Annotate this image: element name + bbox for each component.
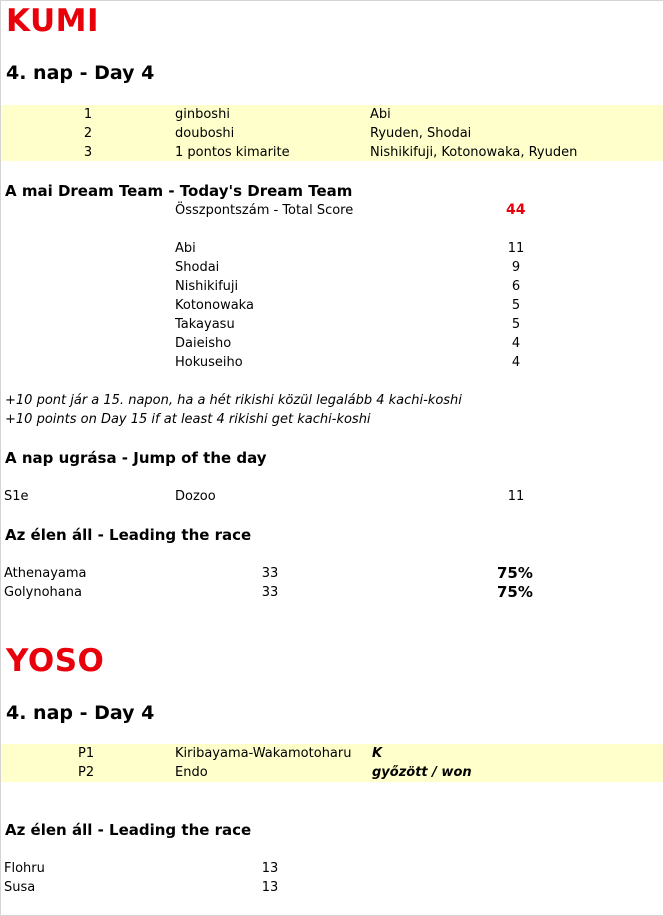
pick-result: K (372, 746, 383, 761)
yoso-leading-heading: Az élen áll - Leading the race (5, 821, 252, 839)
award-names: Abi (370, 107, 391, 122)
member-name: Daieisho (175, 336, 232, 351)
pick-code: P2 (78, 765, 95, 780)
award-names: Nishikifuji, Kotonowaka, Ryuden (370, 145, 578, 160)
member-score: 5 (511, 298, 521, 313)
leader-name: Athenayama (4, 566, 87, 581)
leader-points: 33 (261, 585, 279, 600)
leader-percent: 75% (497, 564, 533, 582)
jump-name: Dozoo (175, 489, 216, 504)
award-type: ginboshi (175, 107, 230, 122)
leader-name: Susa (4, 880, 36, 895)
pick-result: győzött / won (372, 765, 472, 780)
member-score: 4 (511, 336, 521, 351)
pick-bout: Endo (175, 765, 208, 780)
yoso-title: YOSO (6, 643, 105, 679)
member-name: Nishikifuji (175, 279, 239, 294)
pick-bout: Kiribayama-Wakamotoharu (175, 746, 352, 761)
member-score: 5 (511, 317, 521, 332)
member-score: 6 (511, 279, 521, 294)
award-rank: 1 (83, 107, 93, 122)
jump-rank: S1e (4, 489, 29, 504)
leader-name: Golynohana (4, 585, 82, 600)
jump-value: 11 (507, 489, 525, 504)
bonus-note-hu: +10 pont jár a 15. napon, ha a hét rikishi közül legalább 4 kachi-koshi (5, 393, 462, 408)
leader-points: 13 (261, 861, 279, 876)
yoso-day-heading: 4. nap - Day 4 (6, 702, 155, 724)
member-name: Hokuseiho (175, 355, 243, 370)
leader-points: 33 (261, 566, 279, 581)
member-score: 11 (507, 241, 525, 256)
jump-heading: A nap ugrása - Jump of the day (5, 449, 267, 467)
total-score-label: Összpontszám - Total Score (175, 203, 354, 218)
leader-points: 13 (261, 880, 279, 895)
dream-team-heading: A mai Dream Team - Today's Dream Team (5, 182, 353, 200)
award-type: 1 pontos kimarite (175, 145, 290, 160)
bonus-note-en: +10 points on Day 15 if at least 4 rikishi get kachi-koshi (5, 412, 371, 427)
kumi-day-heading: 4. nap - Day 4 (6, 62, 155, 84)
leader-percent: 75% (497, 583, 533, 601)
member-name: Abi (175, 241, 196, 256)
member-name: Takayasu (175, 317, 235, 332)
member-score: 4 (511, 355, 521, 370)
award-type: douboshi (175, 126, 235, 141)
kumi-title: KUMI (6, 3, 100, 39)
award-rank: 3 (83, 145, 93, 160)
member-name: Kotonowaka (175, 298, 254, 313)
member-name: Shodai (175, 260, 220, 275)
member-score: 9 (511, 260, 521, 275)
pick-code: P1 (78, 746, 95, 761)
kumi-leading-heading: Az élen áll - Leading the race (5, 526, 252, 544)
leader-name: Flohru (4, 861, 45, 876)
award-rank: 2 (83, 126, 93, 141)
total-score-value: 44 (506, 202, 526, 218)
award-names: Ryuden, Shodai (370, 126, 472, 141)
